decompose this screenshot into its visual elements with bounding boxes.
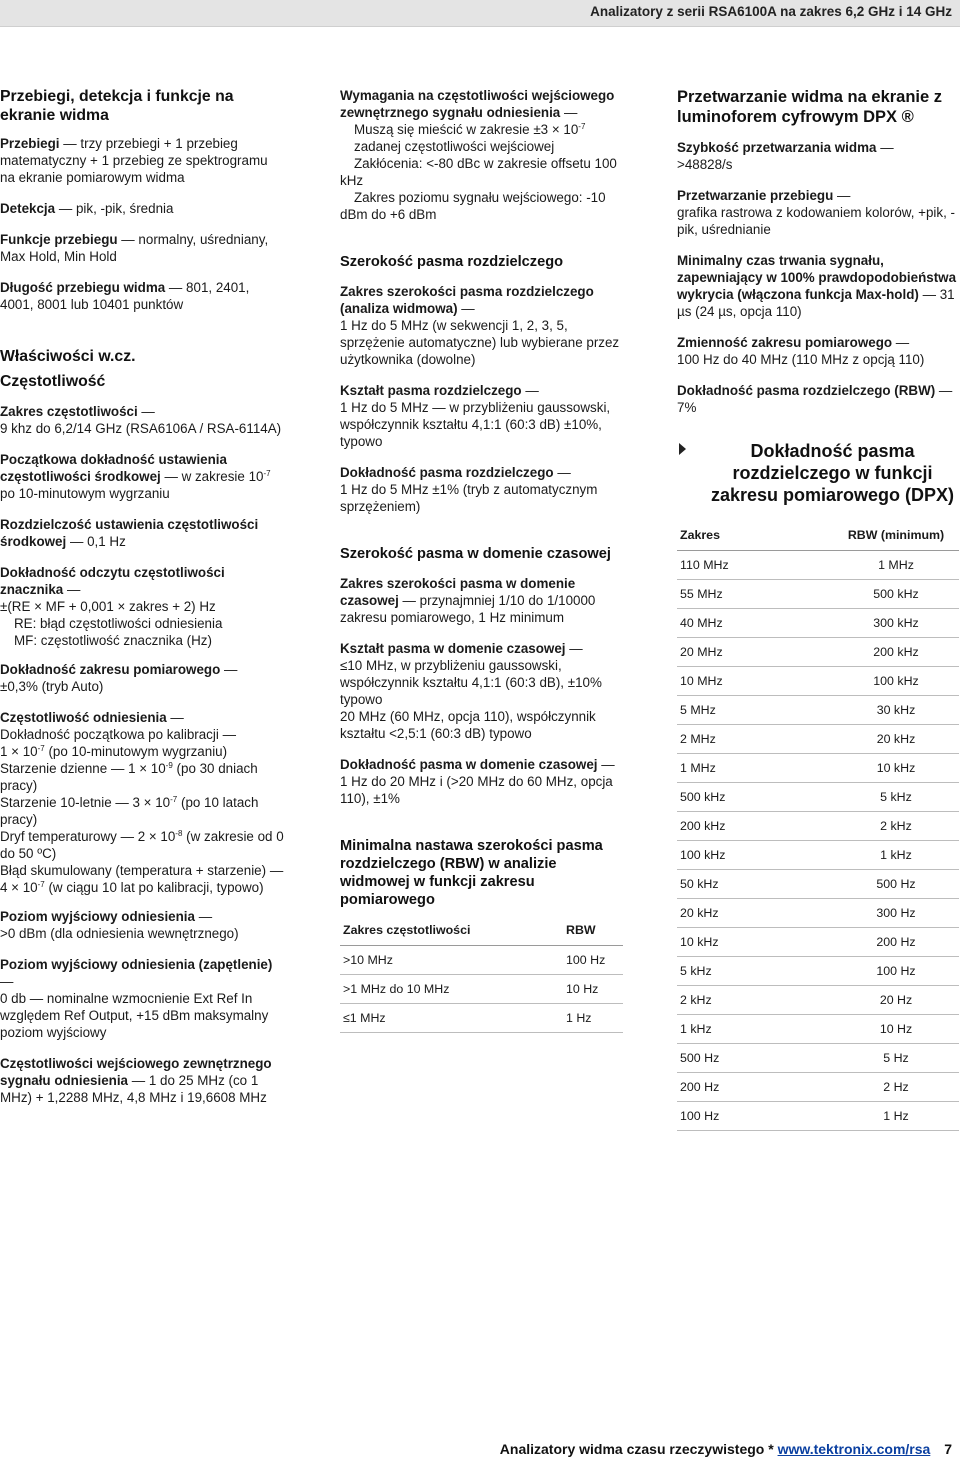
table-cell: 300 kHz	[832, 609, 959, 638]
header-title: Analizatory z serii RSA6100A na zakres 6,2 GHz i 14 GHz	[590, 4, 952, 19]
table-cell: 1 Hz	[563, 1004, 623, 1033]
rbw-table	[340, 915, 623, 1033]
section-title-rf-properties: Właściwości w.cz.	[0, 348, 136, 365]
table-row	[340, 975, 623, 1004]
table-cell: 55 MHz	[677, 580, 832, 609]
table-header-row	[340, 915, 623, 946]
table-cell: 40 MHz	[677, 609, 832, 638]
dpx-rbw-table	[677, 520, 959, 1131]
table-header-cell: Zakres	[677, 520, 832, 551]
table-row	[677, 812, 959, 841]
table-cell: 100 Hz	[832, 957, 959, 986]
table-cell: 200 Hz	[677, 1073, 832, 1102]
section-title-traces: Przebiegi, detekcja i funkcje na ekranie widma	[0, 88, 234, 124]
footer-link[interactable]: www.tektronix.com/rsa	[777, 1441, 931, 1457]
footer-text: Analizatory widma czasu rzeczywistego *	[499, 1441, 774, 1457]
spec-time-bw-shape: Kształt pasma w domenie czasowej — ≤10 MHz, w przybliżeniu gaussowski, współczynnik kształtu 4,1:1 (60:3 dB), ±10% typowo 20 MHz (60 MHz, opcja 110), współczynnik kształtu <2,5:1 (60:3 dB) typowo	[340, 641, 602, 741]
section-title-min-rbw: Minimalna nastawa szerokości pasma rozdzielczego (RBW) w analizie widmowej w funkcji zakresu pomiarowego	[340, 838, 603, 908]
spec-detection: Detekcja — pik, -pik, średnia	[0, 201, 174, 216]
table-row	[677, 783, 959, 812]
table-cell: 200 Hz	[832, 928, 959, 957]
table-cell: 2 kHz	[832, 812, 959, 841]
table-cell: 2 kHz	[677, 986, 832, 1015]
section-title-rbw: Szerokość pasma rozdzielczego	[340, 254, 564, 270]
column-right	[677, 87, 960, 1131]
table-row	[677, 551, 959, 580]
table-cell: 100 kHz	[677, 841, 832, 870]
table-row	[677, 1015, 959, 1044]
page-header	[0, 0, 960, 27]
table-cell: 5 kHz	[677, 957, 832, 986]
table-cell: 2 MHz	[677, 725, 832, 754]
arrow-right-icon	[679, 443, 686, 455]
spec-dpx-min-duration: Minimalny czas trwania sygnału, zapewniający w 100% prawdopodobieństwa wykrycia (włączona funkcja Max-hold) — 31 µs (24 µs, opcja 110)	[677, 253, 957, 319]
spec-traces: Przebiegi — trzy przebiegi + 1 przebieg matematyczny + 1 przebieg ze spektrogramu na ekranie pomiarowym widma	[0, 136, 268, 185]
table-cell: >1 MHz do 10 MHz	[340, 975, 563, 1004]
table-header-cell: RBW	[563, 915, 623, 946]
table-cell: 100 Hz	[563, 946, 623, 975]
section-title-dpx: Przetwarzanie widma na ekranie z luminoforem cyfrowym DPX ®	[677, 88, 943, 126]
table-cell: 1 Hz	[832, 1102, 959, 1131]
table-row	[340, 946, 623, 975]
table-row	[677, 580, 959, 609]
table-cell: 10 kHz	[832, 754, 959, 783]
spec-marker-accuracy: Dokładność odczytu częstotliwości znacznika — ±(RE × MF + 0,001 × zakres + 2) Hz RE: błąd częstotliwości odniesienia MF: częstotliwość znacznika (Hz)	[0, 565, 225, 648]
table-cell: 110 MHz	[677, 551, 832, 580]
spec-ref-output-level: Poziom wyjściowy odniesienia — >0 dBm (dla odniesienia wewnętrznego)	[0, 909, 239, 941]
table-row	[677, 899, 959, 928]
table-header-row	[677, 520, 959, 551]
table-row	[677, 841, 959, 870]
spec-dpx-span: Zmienność zakresu pomiarowego — 100 Hz do 40 MHz (110 MHz z opcją 110)	[677, 335, 925, 367]
table-header-cell: RBW (minimum)	[832, 520, 959, 551]
table-cell: 10 Hz	[832, 1015, 959, 1044]
table-row	[340, 1004, 623, 1033]
spec-trace-length: Długość przebiegu widma — 801, 2401, 4001, 8001 lub 10401 punktów	[0, 280, 250, 312]
table-cell: 200 kHz	[677, 812, 832, 841]
table-cell: 2 Hz	[832, 1073, 959, 1102]
table-header-cell: Zakres częstotliwości	[340, 915, 563, 946]
dpx-table-title: Dokładność pasma rozdzielczego w funkcji zakresu pomiarowego (DPX)	[710, 441, 955, 505]
table-cell: 5 kHz	[832, 783, 959, 812]
table-cell: 20 kHz	[677, 899, 832, 928]
column-left	[0, 87, 286, 1120]
spec-span-accuracy: Dokładność zakresu pomiarowego — ±0,3% (tryb Auto)	[0, 662, 238, 694]
spec-cf-accuracy: Początkowa dokładność ustawienia częstotliwości środkowej — w zakresie $10^{-7}$ po 10-minutowym wygrzaniu	[0, 452, 271, 501]
table-cell: 20 Hz	[832, 986, 959, 1015]
spec-dpx-speed: Szybkość przetwarzania widma — >48828/s	[677, 140, 894, 172]
spec-cf-resolution: Rozdzielczość ustawienia częstotliwości środkowej — 0,1 Hz	[0, 517, 259, 549]
spec-dpx-rbw-accuracy: Dokładność pasma rozdzielczego (RBW) — 7%	[677, 383, 953, 415]
table-cell: 1 MHz	[832, 551, 959, 580]
spec-time-bw-range: Zakres szerokości pasma w domenie czasowej — przynajmniej 1/10 do 1/10000 zakresu pomiarowego, 1 Hz minimum	[340, 576, 596, 625]
column-middle	[340, 87, 625, 1033]
table-row	[677, 986, 959, 1015]
spec-rbw-accuracy: Dokładność pasma rozdzielczego — 1 Hz do 5 MHz ±1% (tryb z automatycznym sprzężeniem)	[340, 465, 598, 514]
table-cell: 300 Hz	[832, 899, 959, 928]
page-footer	[500, 1441, 952, 1458]
table-cell: 500 kHz	[677, 783, 832, 812]
table-cell: 500 Hz	[677, 1044, 832, 1073]
table-cell: 10 Hz	[563, 975, 623, 1004]
table-row	[677, 1073, 959, 1102]
spec-time-bw-accuracy: Dokładność pasma w domenie czasowej — 1 Hz do 20 MHz i (>20 MHz do 60 MHz, opcja 110), ±1%	[340, 757, 615, 806]
table-cell: 5 MHz	[677, 696, 832, 725]
table-row	[677, 928, 959, 957]
table-cell: 20 MHz	[677, 638, 832, 667]
table-row	[677, 1044, 959, 1073]
table-row	[677, 1102, 959, 1131]
table-row	[677, 667, 959, 696]
table-cell: 10 MHz	[677, 667, 832, 696]
table-cell: >10 MHz	[340, 946, 563, 975]
spec-reference-frequency: Częstotliwość odniesienia — Dokładność początkowa po kalibracji — $1 \times 10^{-7}$ (po 10-minutowym wygrzaniu) Starzenie dzienne — $1 \times 10^{-9}$ (po 30 dniach pracy) Starzenie 10-letnie — $3 \times 10^{-7}$ (po 10 latach pracy) Dryf temperaturowy — $2 \times 10^{-8}$ (w zakresie od 0 do 50 ºC) Błąd skumulowany (temperatura + starzenie) — $4 \times 10^{-7}$ (w ciągu 10 lat po kalibracji, typowo)	[0, 710, 284, 895]
table-cell: 100 kHz	[832, 667, 959, 696]
spec-ext-ref-frequencies: Częstotliwości wejściowego zewnętrznego sygnału odniesienia — 1 do 25 MHz (co 1 MHz) + 1,2288 MHz, 4,8 MHz i 19,6608 MHz	[0, 1056, 272, 1105]
table-cell: ≤1 MHz	[340, 1004, 563, 1033]
table-cell: 1 kHz	[677, 1015, 832, 1044]
table-cell: 20 kHz	[832, 725, 959, 754]
table-row	[677, 696, 959, 725]
table-row	[677, 609, 959, 638]
table-cell: 1 kHz	[832, 841, 959, 870]
spec-rbw-range: Zakres szerokości pasma rozdzielczego (analiza widmowa) — 1 Hz do 5 MHz (w sekwencji 1, 2, 3, 5, sprzężenie automatyczne) lub wybierane przez użytkownika (dowolne)	[340, 284, 620, 367]
table-row	[677, 754, 959, 783]
spec-rbw-shape: Kształt pasma rozdzielczego — 1 Hz do 5 MHz — w przybliżeniu gaussowski, współczynnik kształtu 4,1:1 (60:3 dB) ±10%, typowo	[340, 383, 611, 449]
spec-ext-ref-requirements: Wymagania na częstotliwości wejściowego zewnętrznego sygnału odniesienia — Muszą się mieścić w zakresie $\pm 3 \times 10^{-7}$ zadanej częstotliwości wejściowej Zakłócenia: <-80 dBc w zakresie offsetu 100 kHz Zakres poziomu sygnału wejściowego: -10 dBm do +6 dBm	[340, 88, 617, 222]
table-row	[677, 870, 959, 899]
table-cell: 100 Hz	[677, 1102, 832, 1131]
table-row	[677, 725, 959, 754]
table-row	[677, 638, 959, 667]
table-cell: 500 kHz	[832, 580, 959, 609]
table-cell: 30 kHz	[832, 696, 959, 725]
spec-dpx-trace: Przetwarzanie przebiegu — grafika rastrowa z kodowaniem kolorów, +pik, -pik, uśrednianie	[677, 188, 955, 237]
table-cell: 10 kHz	[677, 928, 832, 957]
page-number: 7	[944, 1441, 952, 1457]
spec-freq-range: Zakres częstotliwości — 9 khz do 6,2/14 GHz (RSA6106A / RSA-6114A)	[0, 404, 282, 436]
table-row	[677, 957, 959, 986]
subsection-title-frequency: Częstotliwość	[0, 373, 106, 390]
table-cell: 5 Hz	[832, 1044, 959, 1073]
table-cell: 1 MHz	[677, 754, 832, 783]
spec-trace-functions: Funkcje przebiegu — normalny, uśredniany, Max Hold, Min Hold	[0, 232, 269, 264]
table-cell: 200 kHz	[832, 638, 959, 667]
table-cell: 50 kHz	[677, 870, 832, 899]
table-cell: 500 Hz	[832, 870, 959, 899]
spec-ref-loop-level: Poziom wyjściowy odniesienia (zapętlenie) — 0 db — nominalne wzmocnienie Ext Ref In względem Ref Output, +15 dBm maksymalny poziom wyjściowy	[0, 957, 273, 1040]
section-title-time-domain-bw: Szerokość pasma w domenie czasowej	[340, 546, 611, 562]
dpx-table-heading	[677, 440, 960, 506]
